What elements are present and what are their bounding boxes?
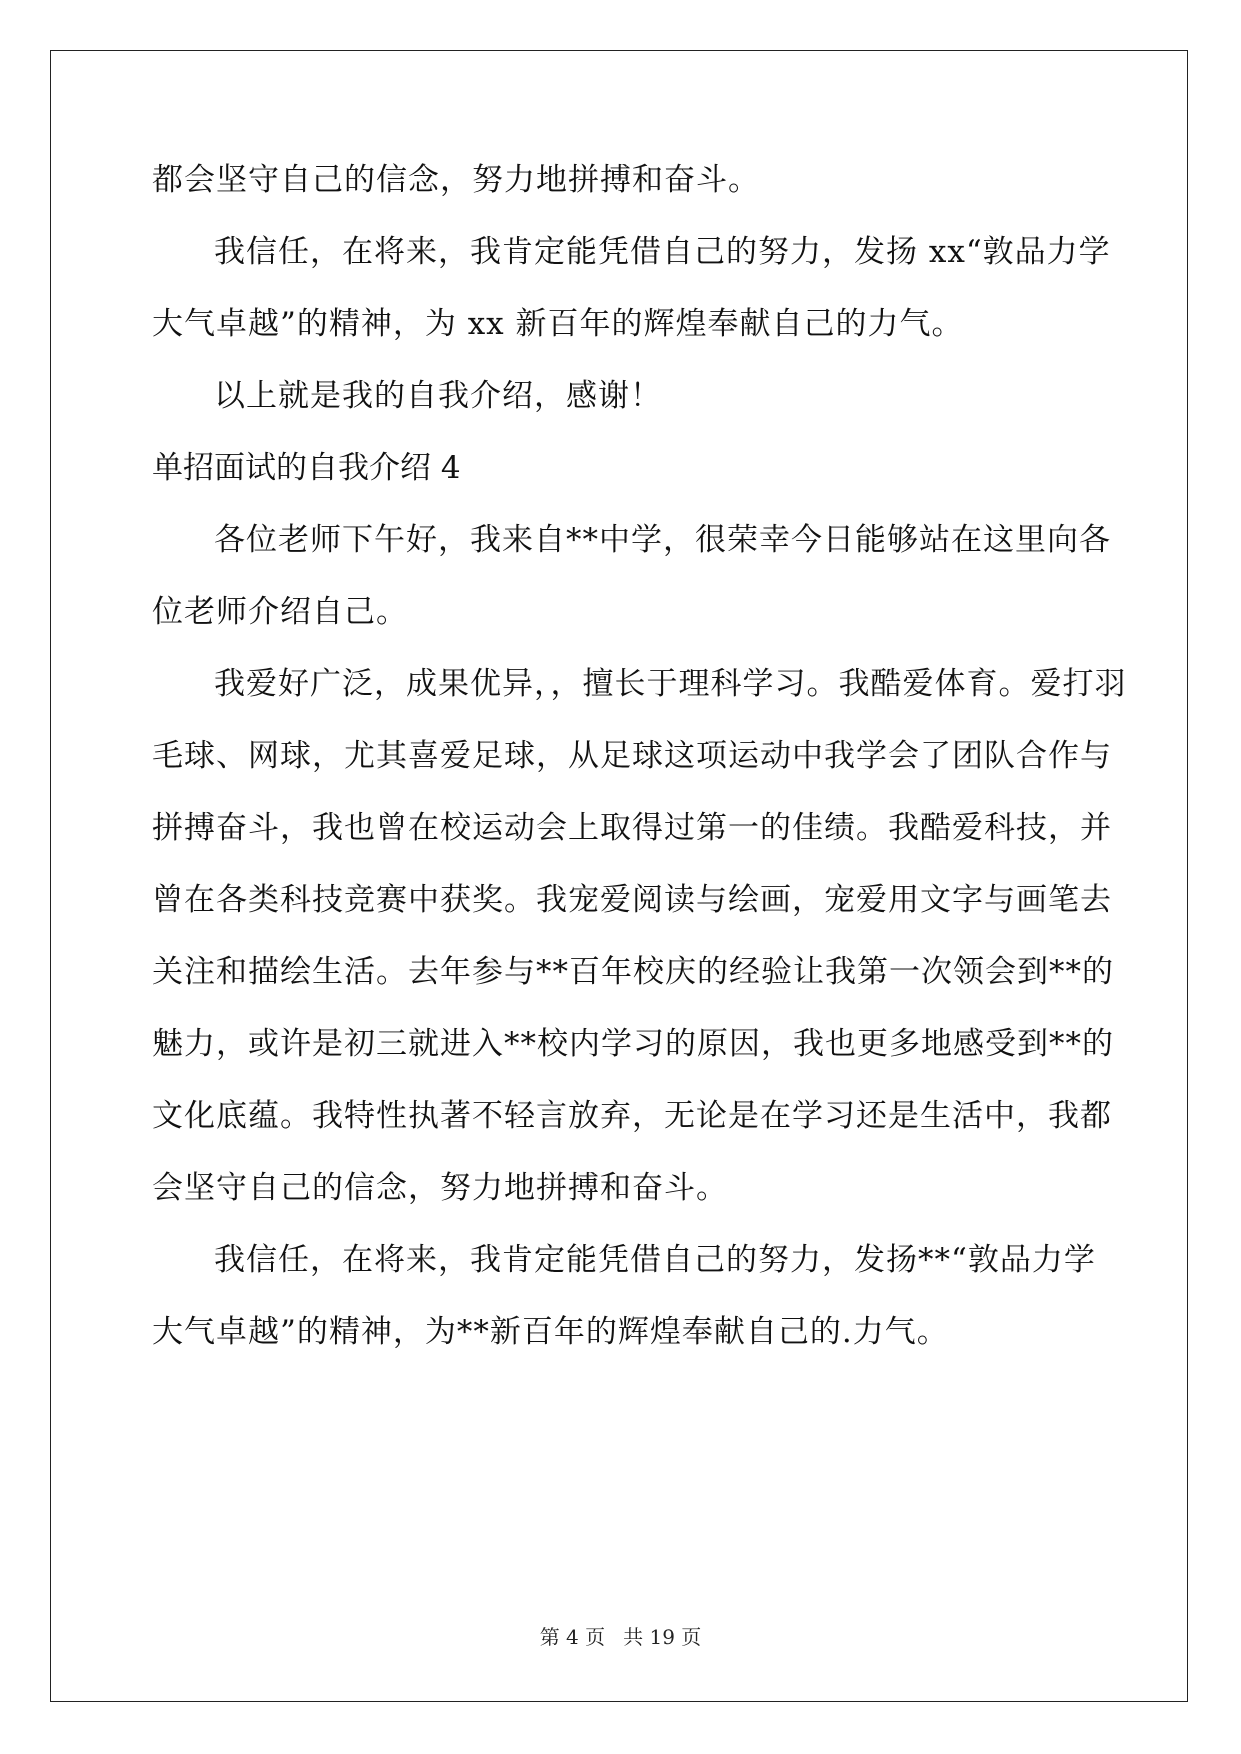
text-line: 会坚守自己的信念，努力地拼搏和奋斗。 [152,1170,728,1206]
text-line: 大气卓越”的精神，为**新百年的辉煌奉献自己的.力气。 [152,1314,949,1350]
page-footer [0,1624,1241,1650]
section-heading: 单招面试的自我介绍 4 [152,450,461,486]
page-total: 共 19 页 [623,1625,702,1649]
text-line: 毛球、网球，尤其喜爱足球，从足球这项运动中我学会了团队合作与 [152,738,1112,774]
paragraph-start-line: 各位老师下午好，我来自**中学，很荣幸今日能够站在这里向各 [214,522,1111,558]
paragraph-start-line: 以上就是我的自我介绍，感谢！ [214,378,662,414]
text-line: 曾在各类科技竞赛中获奖。我宠爱阅读与绘画，宠爱用文字与画笔去 [152,882,1112,918]
paragraph-start-line: 我信任，在将来，我肯定能凭借自己的努力，发扬**“敦品力学 [214,1242,1096,1278]
paragraph-start-line: 我爱好广泛，成果优异，，擅长于理科学习。我酷爱体育。爱打羽 [214,666,1127,702]
text-line: 拼搏奋斗，我也曾在校运动会上取得过第一的佳绩。我酷爱科技，并 [152,810,1112,846]
text-line: 关注和描绘生活。去年参与**百年校庆的经验让我第一次领会到**的 [152,954,1114,990]
text-line: 位老师介绍自己。 [152,594,408,630]
paragraph-start-line: 我信任，在将来，我肯定能凭借自己的努力，发扬 xx“敦品力学 [214,234,1111,270]
text-line: 文化底蕴。我特性执著不轻言放弃，无论是在学习还是生活中，我都 [152,1098,1112,1134]
page-number: 第 4 页 [539,1625,606,1649]
text-line: 大气卓越”的精神，为 xx 新百年的辉煌奉献自己的力气。 [152,306,964,342]
text-line: 都会坚守自己的信念，努力地拼搏和奋斗。 [152,162,760,198]
text-line: 魅力，或许是初三就进入**校内学习的原因，我也更多地感受到**的 [152,1026,1114,1062]
page-border [50,50,1188,1702]
